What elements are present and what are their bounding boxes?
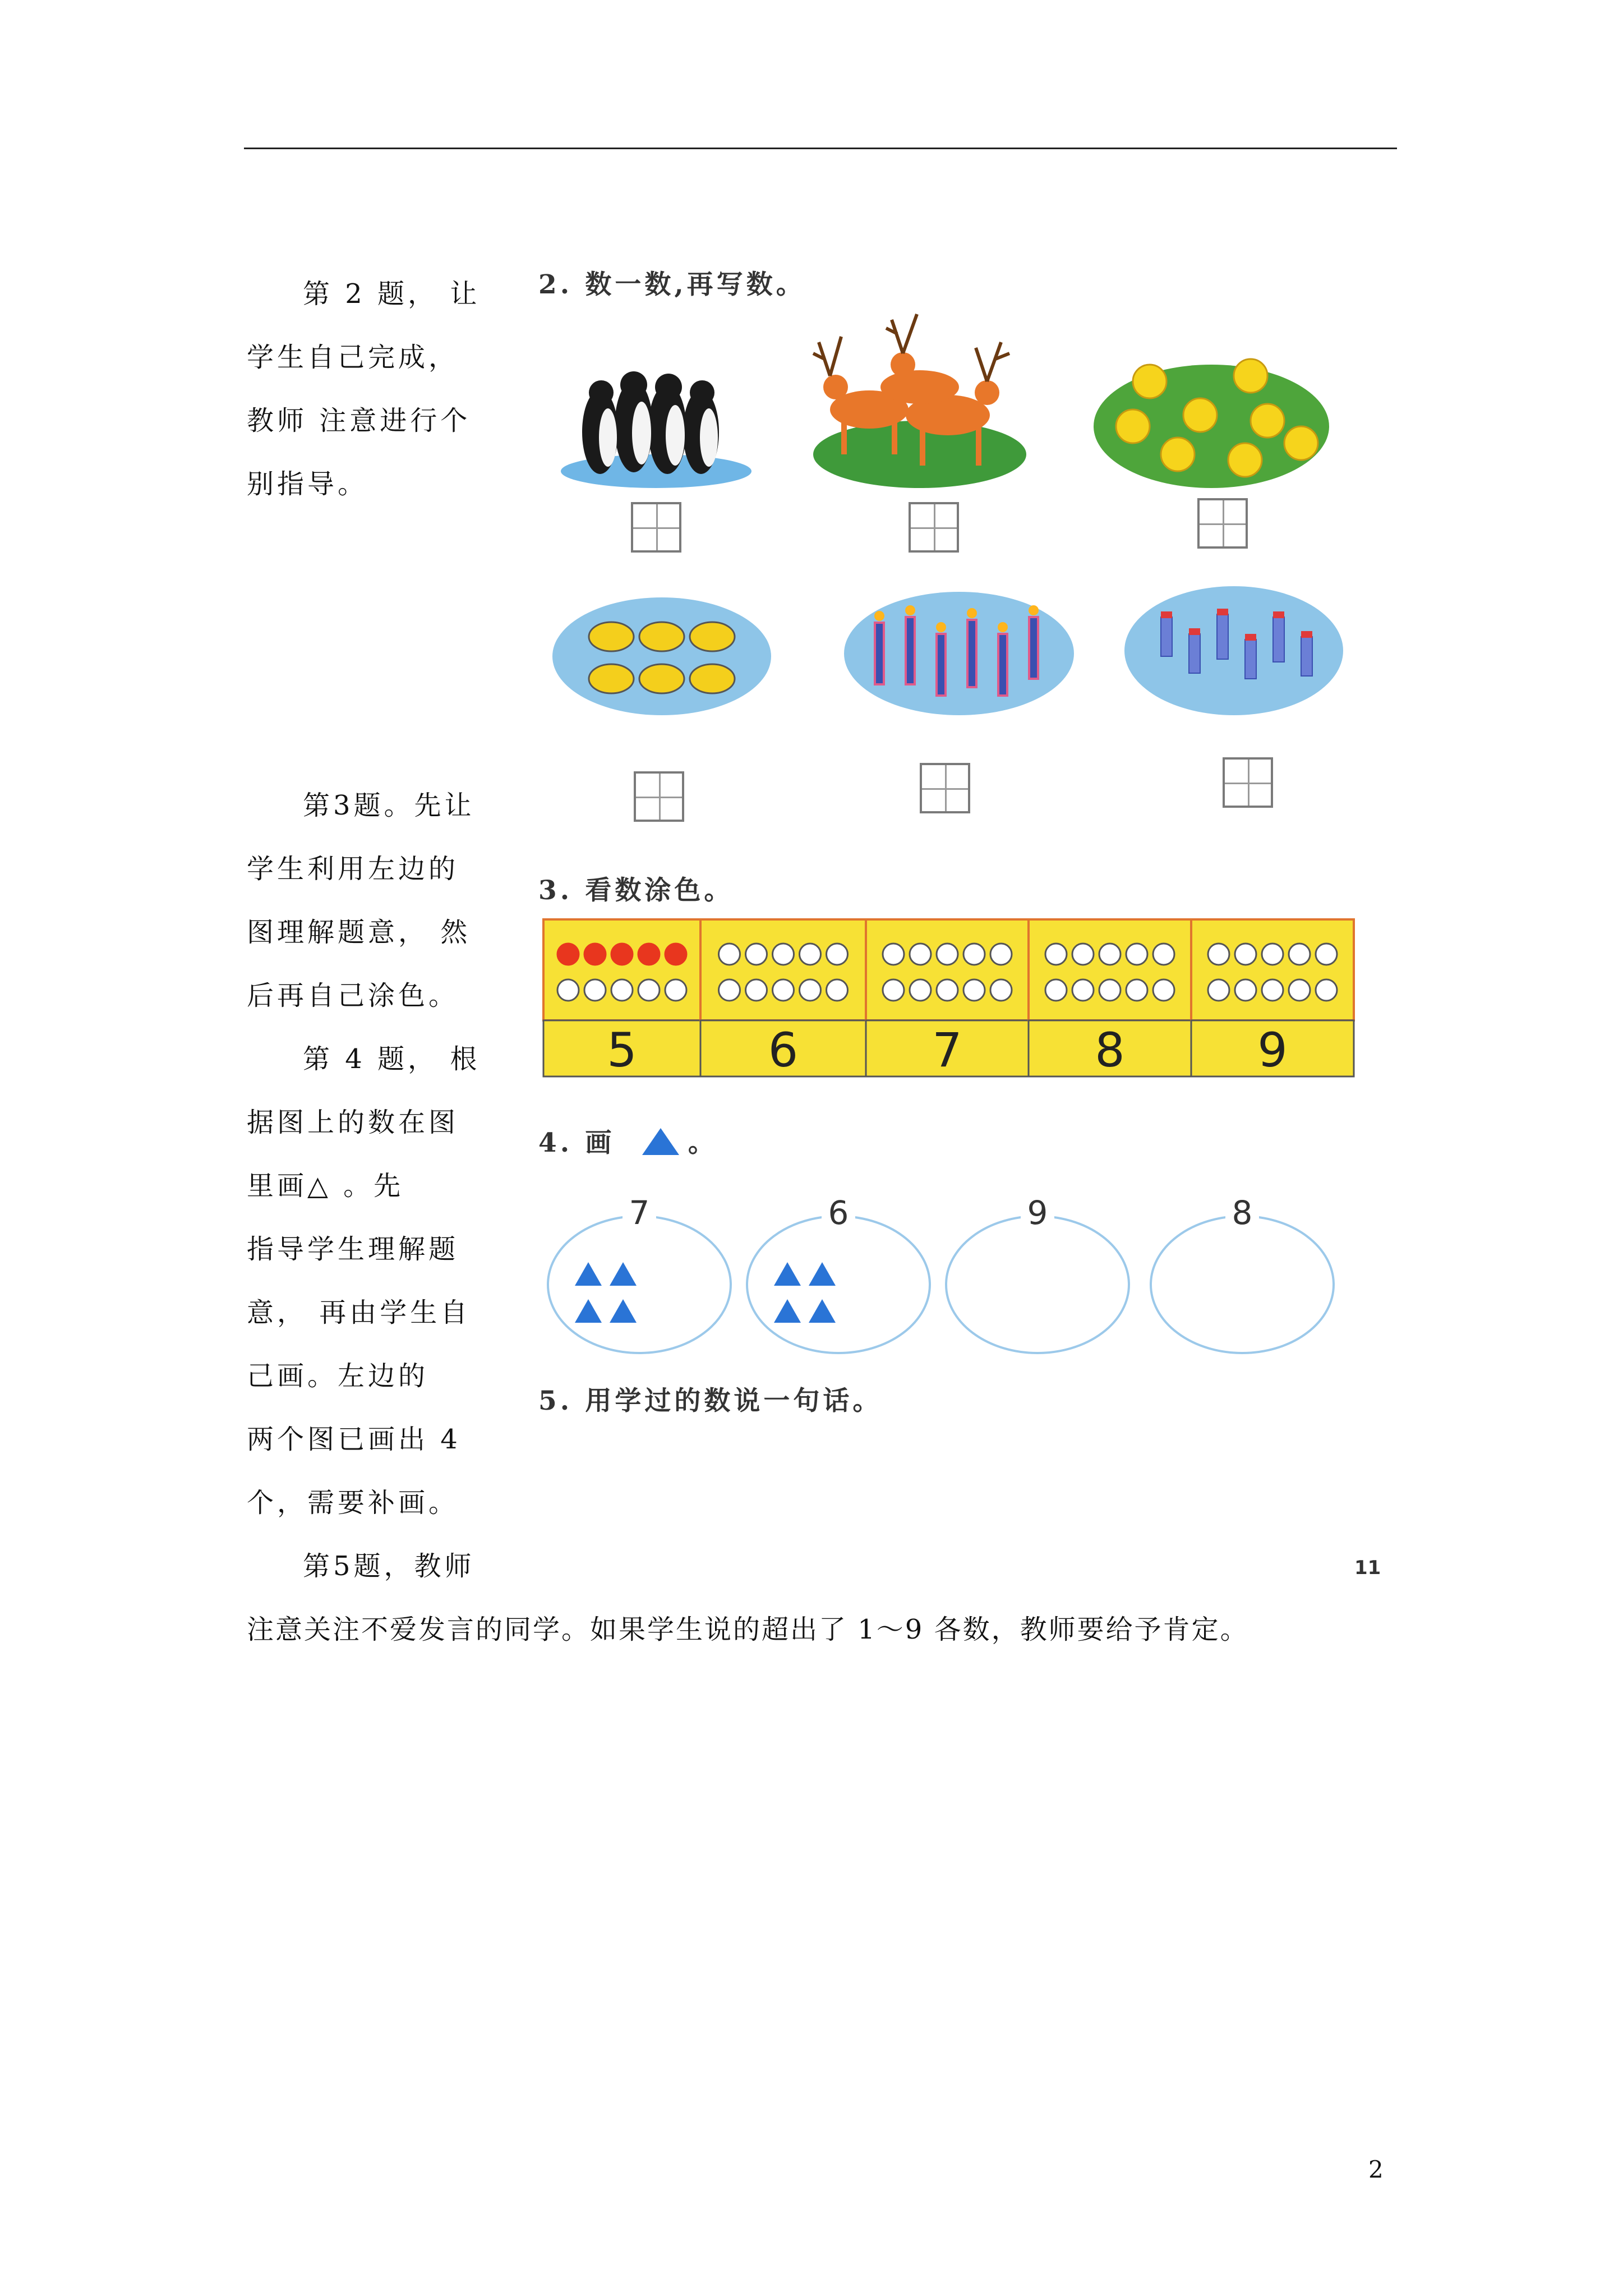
- chicks-picture: [1088, 342, 1335, 494]
- grid-cell: [866, 919, 1029, 1020]
- drawn-triangle: [575, 1262, 602, 1286]
- answer-box[interactable]: [1197, 498, 1248, 549]
- circle-to-color[interactable]: [1208, 944, 1229, 965]
- q5-title: 5. 用学过的数说一句话。: [538, 1386, 883, 1416]
- note-line: 教师 注意进行个: [247, 405, 471, 436]
- teacher-note-q3: [247, 774, 475, 1028]
- circle-to-color[interactable]: [746, 944, 767, 965]
- grid-number: 5: [607, 1023, 637, 1078]
- drawn-triangle: [809, 1299, 836, 1323]
- oval-number: 8: [1232, 1194, 1253, 1232]
- q4-title-suffix: 。: [688, 1128, 718, 1158]
- circle-to-color[interactable]: [910, 944, 931, 965]
- circle-to-color[interactable]: [1045, 944, 1067, 965]
- answer-box[interactable]: [920, 763, 970, 813]
- circle-to-color[interactable]: [937, 944, 958, 965]
- triangle-drawing-ovals: [544, 1189, 1357, 1358]
- q3-title: 3. 看数涂色。: [538, 875, 734, 906]
- note-line: 图理解题意， 然: [247, 917, 471, 948]
- teacher-note-q2: [247, 263, 480, 516]
- note-line: 别指导。: [247, 468, 368, 500]
- drawing-oval[interactable]: [548, 1216, 731, 1353]
- circle-to-color[interactable]: [800, 944, 821, 965]
- circle-to-color[interactable]: [719, 979, 740, 1001]
- note-line: 意， 再由学生自: [247, 1297, 471, 1328]
- circle-to-color[interactable]: [1262, 979, 1283, 1001]
- drawn-triangle: [575, 1299, 602, 1323]
- circle-to-color[interactable]: [773, 979, 794, 1001]
- pencils-picture: [1122, 583, 1346, 718]
- circle-to-color[interactable]: [773, 944, 794, 965]
- grid-number: 6: [768, 1023, 799, 1078]
- circle-to-color[interactable]: [827, 944, 848, 965]
- drawn-triangle: [774, 1299, 801, 1323]
- circle-to-color[interactable]: [1153, 944, 1174, 965]
- circle-to-color[interactable]: [883, 979, 904, 1001]
- drawn-triangle: [610, 1299, 637, 1323]
- circle-to-color[interactable]: [937, 979, 958, 1001]
- circle-to-color[interactable]: [1099, 979, 1121, 1001]
- circle-to-color[interactable]: [611, 979, 633, 1001]
- candles-picture: [841, 589, 1077, 718]
- page-number: 2: [1368, 2156, 1384, 2183]
- note-line: 后再自己涂色。: [247, 980, 459, 1011]
- grid-cell: [700, 919, 866, 1020]
- header-rule: [244, 148, 1397, 149]
- penguins-picture: [550, 348, 763, 494]
- circle-to-color[interactable]: [665, 944, 686, 965]
- note-line: 第 2 题， 让: [303, 278, 481, 310]
- color-by-number-grid: [541, 917, 1360, 1080]
- circle-to-color[interactable]: [963, 979, 985, 1001]
- circle-to-color[interactable]: [800, 979, 821, 1001]
- oval-number: 6: [828, 1194, 849, 1232]
- note-line: 个，需要补画。: [247, 1487, 459, 1519]
- circle-to-color[interactable]: [1099, 944, 1121, 965]
- answer-box[interactable]: [1223, 757, 1273, 808]
- note-line: 据图上的数在图: [247, 1107, 459, 1138]
- teapots-picture: [550, 595, 774, 718]
- circle-to-color[interactable]: [665, 979, 686, 1001]
- circle-to-color[interactable]: [1072, 944, 1094, 965]
- grid-cell: [543, 919, 700, 1020]
- grid-cell: [1029, 919, 1191, 1020]
- drawn-triangle: [610, 1262, 637, 1286]
- grid-number: 9: [1257, 1023, 1288, 1078]
- note-line: 第3题。先让: [303, 790, 475, 821]
- textbook-page: [527, 247, 1402, 1593]
- circle-to-color[interactable]: [638, 979, 660, 1001]
- circle-to-color[interactable]: [883, 944, 904, 965]
- drawing-oval[interactable]: [1151, 1216, 1334, 1353]
- note-line: 学生利用左边的: [247, 853, 459, 885]
- answer-box[interactable]: [909, 502, 959, 553]
- circle-to-color[interactable]: [557, 979, 579, 1001]
- note-line: 第5题，教师: [303, 1550, 475, 1582]
- oval-number: 7: [629, 1194, 650, 1232]
- teacher-note-q4: [247, 1028, 480, 1535]
- note-line-full-width: 注意关注不爱发言的同学。如果学生说的超出了 1～9 各数，教师要给予肯定。: [247, 1614, 1249, 1645]
- drawing-oval[interactable]: [747, 1216, 930, 1353]
- circle-to-color[interactable]: [1289, 979, 1310, 1001]
- answer-box[interactable]: [634, 771, 684, 822]
- note-line: 指导学生理解题: [247, 1234, 459, 1265]
- note-line: 第 4 题， 根: [303, 1043, 481, 1075]
- note-line: 学生自己完成，: [247, 342, 459, 373]
- grid-number: 7: [932, 1023, 962, 1078]
- circle-to-color[interactable]: [584, 979, 606, 1001]
- circle-to-color[interactable]: [1262, 944, 1283, 965]
- note-line: 己画。左边的: [247, 1360, 429, 1392]
- note-line: 里画△ 。先: [247, 1170, 404, 1202]
- circle-to-color[interactable]: [827, 979, 848, 1001]
- circle-to-color[interactable]: [1235, 979, 1256, 1001]
- textbook-page-number: 11: [1354, 1557, 1381, 1579]
- circle-to-color[interactable]: [746, 979, 767, 1001]
- circle-to-color[interactable]: [1045, 979, 1067, 1001]
- circle-to-color[interactable]: [1126, 944, 1147, 965]
- circle-to-color[interactable]: [990, 944, 1012, 965]
- circle-to-color[interactable]: [910, 979, 931, 1001]
- circle-to-color[interactable]: [584, 944, 606, 965]
- answer-box[interactable]: [631, 502, 681, 553]
- circle-to-color[interactable]: [1208, 979, 1229, 1001]
- triangle-icon: [641, 1127, 680, 1156]
- circle-to-color[interactable]: [1153, 979, 1174, 1001]
- circle-to-color[interactable]: [990, 979, 1012, 1001]
- circle-to-color[interactable]: [1235, 944, 1256, 965]
- oval-number: 9: [1027, 1194, 1048, 1232]
- q2-title: 2. 数一数,再写数。: [538, 269, 806, 300]
- circle-to-color[interactable]: [1072, 979, 1094, 1001]
- q4-title-prefix: 4. 画: [538, 1128, 615, 1158]
- deer-picture: [808, 303, 1032, 494]
- drawn-triangle: [809, 1262, 836, 1286]
- circle-to-color[interactable]: [963, 944, 985, 965]
- circle-to-color[interactable]: [1316, 944, 1337, 965]
- drawing-oval[interactable]: [946, 1216, 1129, 1353]
- circle-to-color[interactable]: [1289, 944, 1310, 965]
- grid-cell: [1191, 919, 1354, 1020]
- circle-to-color[interactable]: [719, 944, 740, 965]
- q4-title: [538, 1122, 718, 1159]
- note-line: 两个图已画出 4: [247, 1424, 461, 1455]
- circle-to-color[interactable]: [557, 944, 579, 965]
- circle-to-color[interactable]: [611, 944, 633, 965]
- drawn-triangle: [774, 1262, 801, 1286]
- circle-to-color[interactable]: [1126, 979, 1147, 1001]
- circle-to-color[interactable]: [638, 944, 660, 965]
- grid-number: 8: [1095, 1023, 1125, 1078]
- circle-to-color[interactable]: [1316, 979, 1337, 1001]
